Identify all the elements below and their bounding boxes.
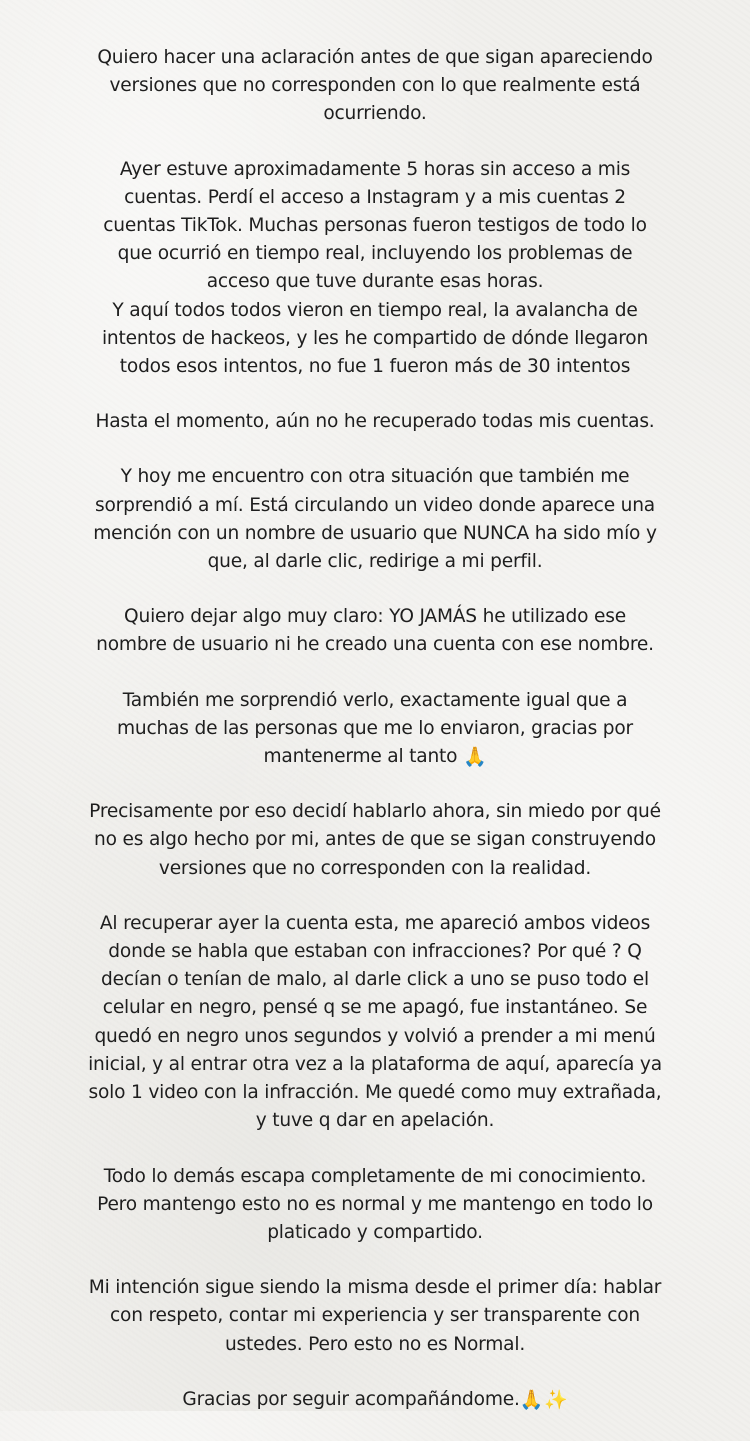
text-line: cuentas. Perdí el acceso a Instagram y a mis cuentas 2 xyxy=(124,186,626,208)
text-line: donde se habla que estaban con infracciones? Por qué ? Q xyxy=(108,941,642,963)
paragraph-lost-access xyxy=(50,156,700,382)
text-line: que, al darle clic, redirige a mi perfil. xyxy=(207,551,543,573)
paragraph-never-used-username xyxy=(50,603,700,659)
text-line: También me sorprendió verlo, exactamente igual que a xyxy=(122,689,628,711)
paragraph-intention xyxy=(50,1274,700,1359)
text-line: no es algo hecho por mi, antes de que se sigan construyendo xyxy=(94,829,656,851)
paragraph-why-speaking xyxy=(50,798,700,883)
text-line: y tuve q dar en apelación. xyxy=(255,1110,495,1132)
text-line: Hasta el momento, aún no he recuperado todas mis cuentas. xyxy=(95,411,655,433)
text-line: versiones que no corresponden con lo que realmente está xyxy=(109,75,641,97)
text-line: mantenerme al tanto xyxy=(263,746,458,768)
text-line: cuentas TikTok. Muchas personas fueron testigos de todo lo xyxy=(103,215,647,237)
text-line: Al recuperar ayer la cuenta esta, me apareció ambos videos xyxy=(99,912,651,934)
paragraph-recovering-account xyxy=(50,910,700,1136)
text-line-with-emoji xyxy=(50,1386,700,1414)
text-line: quedó en negro unos segundos y volvió a prender a mi menú xyxy=(94,1025,656,1047)
text-line: Mi intención sigue siendo la misma desde el primer día: hablar xyxy=(88,1277,662,1299)
text-line-with-emoji xyxy=(50,743,700,771)
text-line: decían o tenían de malo, al darle click a uno se puso todo el xyxy=(100,969,649,991)
text-line: Quiero hacer una aclaración antes de que sigan apareciendo xyxy=(97,47,653,68)
sparkles-icon: ✨ xyxy=(544,1388,568,1411)
text-line: Y hoy me encuentro con otra situación que también me xyxy=(120,466,630,488)
text-line: muchas de las personas que me lo enviaron, gracias por xyxy=(116,717,634,739)
text-line: acceso que tuve durante esas horas. xyxy=(206,271,544,293)
text-line: celular en negro, pensé q se me apagó, fue instantáneo. Se xyxy=(102,997,648,1019)
text-line: Pero mantengo esto no es normal y me mantengo en todo lo xyxy=(97,1193,653,1215)
text-line: Quiero dejar algo muy claro: YO JAMÁS he utilizado ese xyxy=(124,606,626,628)
text-line: todos esos intentos, no fue 1 fueron más de 30 intentos xyxy=(119,356,631,378)
text-line: mención con un nombre de usuario que NUNCA ha sido mío y xyxy=(93,522,657,544)
text-line: sorprendió a mí. Está circulando un video donde aparece una xyxy=(94,494,656,516)
text-line: platicado y compartido. xyxy=(267,1221,483,1243)
text-line: que ocurrió en tiempo real, incluyendo los problemas de xyxy=(117,243,633,265)
text-line: con respeto, contar mi experiencia y ser transparente con xyxy=(110,1305,640,1327)
paragraph-surprised xyxy=(50,687,700,772)
paragraph-thanks xyxy=(50,1386,700,1414)
praying-hands-icon: 🙏 xyxy=(463,746,487,769)
paragraph-clarification xyxy=(50,44,700,129)
text-line: Precisamente por eso decidí hablarlo ahora, sin miedo por qué xyxy=(89,801,661,823)
text-line: inicial, y al entrar otra vez a la plataforma de aquí, aparecía ya xyxy=(88,1053,662,1075)
text-line: ocurriendo. xyxy=(323,103,427,125)
paragraph-beyond-knowledge xyxy=(50,1163,700,1248)
story-text-card xyxy=(50,44,700,1441)
text-line: ustedes. Pero esto no es Normal. xyxy=(224,1333,526,1355)
text-line: solo 1 video con la infracción. Me quedé como muy extrañada, xyxy=(88,1082,662,1104)
text-line: Gracias por seguir acompañándome. xyxy=(182,1388,520,1410)
text-line: Todo lo demás escapa completamente de mi conocimiento. xyxy=(103,1165,647,1187)
text-line: versiones que no corresponden con la realidad. xyxy=(158,857,592,879)
paragraph-video-situation xyxy=(50,463,700,576)
paragraph-not-recovered xyxy=(50,408,700,436)
praying-hands-icon: 🙏 xyxy=(519,1388,544,1411)
text-line: intentos de hackeos, y les he compartido de dónde llegaron xyxy=(101,327,649,349)
text-line: Ayer estuve aproximadamente 5 horas sin acceso a mis xyxy=(119,158,631,180)
text-line: nombre de usuario ni he creado una cuenta con ese nombre. xyxy=(96,634,654,656)
text-line: Y aquí todos todos vieron en tiempo real, la avalancha de xyxy=(112,299,638,321)
